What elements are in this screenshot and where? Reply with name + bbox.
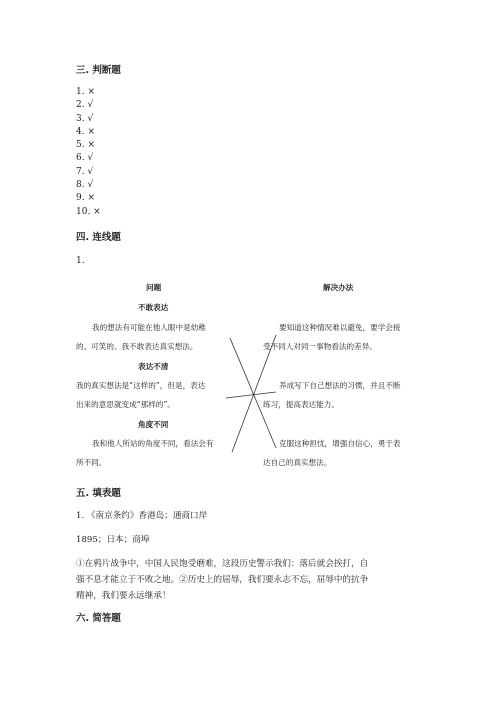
problem-text: 出来的意思就变成“那样的”。 xyxy=(76,400,175,409)
answer-item: 6. √ xyxy=(76,153,94,164)
section-6-title: 六. 简答题 xyxy=(76,613,121,624)
answer-paragraph xyxy=(76,556,368,604)
solution-text: 要知道这种情况难以避免，要学会接 xyxy=(279,323,401,332)
match-line xyxy=(232,335,276,452)
answer-item: 3. √ xyxy=(76,113,94,124)
section-4-title: 四. 连线题 xyxy=(76,232,121,243)
answer-item: 4. × xyxy=(76,126,95,137)
solution-text: 达自己的真实想法。 xyxy=(263,458,332,467)
answer-line: 1895；日本；商埠 xyxy=(76,535,150,545)
problem-title: 表达不清 xyxy=(138,362,169,371)
answer-item: 1. × xyxy=(76,87,95,97)
match-line xyxy=(226,392,276,398)
problem-text: 所不同。 xyxy=(76,458,107,467)
answer-item: 5. × xyxy=(76,140,95,151)
answer-item: 2. √ xyxy=(76,100,94,111)
problem-title: 不敢表达 xyxy=(138,303,169,312)
paragraph-line: ①在鸦片战争中，中国人民饱受磨难，这段历史警示我们：落后就会挨打，自 xyxy=(76,559,369,569)
answer-item: 10. × xyxy=(76,206,101,217)
solution-text: 养成写下自己想法的习惯，并且不断 xyxy=(279,381,401,390)
problem-title: 角度不同 xyxy=(138,420,169,429)
answer-item: 8. √ xyxy=(76,180,94,191)
solution-text: 克服这种担忧，增强自信心，勇于表 xyxy=(279,439,401,448)
left-column-header: 问题 xyxy=(146,283,162,292)
paragraph-line: 强不息才能立于不败之地。②历史上的屈辱，我们要永志不忘，屈辱中的抗争 xyxy=(76,575,369,585)
section-3-title: 三. 判断题 xyxy=(76,65,121,76)
problem-text: 我和他人所站的角度不同，看法会有 xyxy=(92,439,214,448)
answer-item: 7. √ xyxy=(76,166,94,177)
solution-text: 练习，提高表达能力。 xyxy=(263,400,339,409)
answer-item: 9. × xyxy=(76,193,95,204)
problem-text: 的、可笑的。我不敢表达真实想法。 xyxy=(76,342,198,351)
right-column-header: 解决办法 xyxy=(323,283,354,292)
section-5-title: 五. 填表题 xyxy=(76,488,121,499)
paragraph-line: 精神，我们要永远继承！ xyxy=(76,591,171,601)
question-number: 1. xyxy=(76,256,85,266)
problem-text: 我的想法有可能在他人眼中是幼稚 xyxy=(92,323,206,332)
solution-text: 受不同人对同一事物看法的差异。 xyxy=(263,342,377,351)
answer-line: 1. 《南京条约》香港岛；通商口岸 xyxy=(76,511,208,521)
problem-text: 我的真实想法是“这样的”，但是，表达 xyxy=(76,381,206,390)
